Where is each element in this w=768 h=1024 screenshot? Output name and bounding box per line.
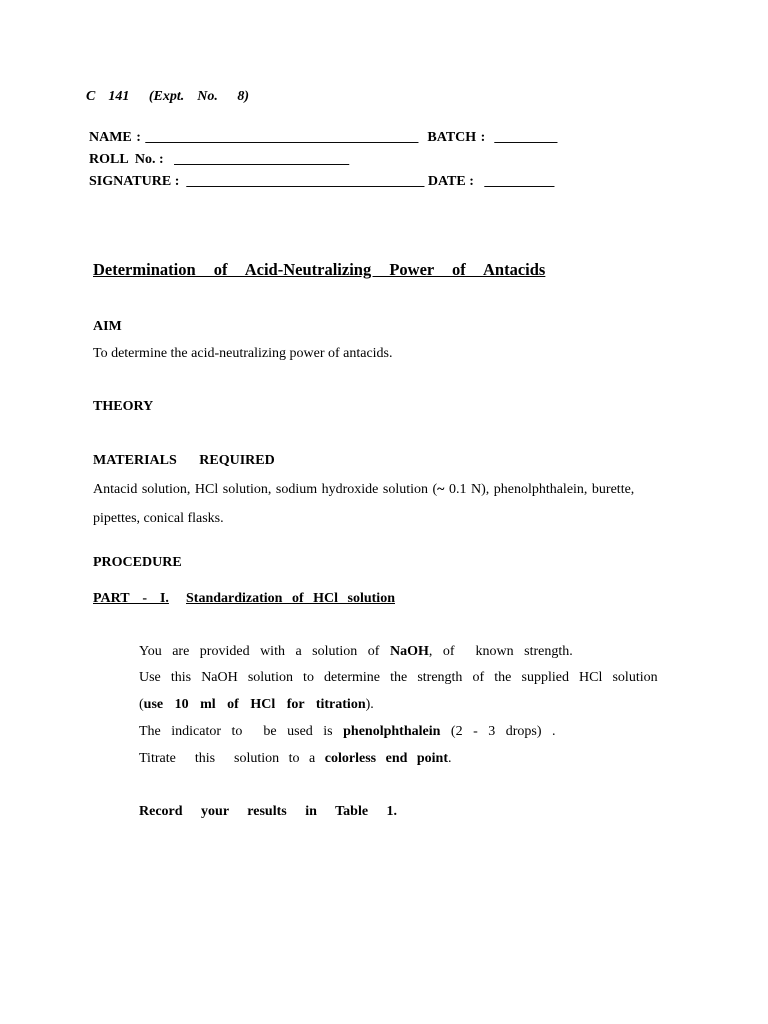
materials-heading: MATERIALS REQUIRED (93, 453, 275, 468)
procedure-line-2: Use this NaOH solution to determine the strength of the supplied HCl solution (139, 670, 658, 685)
procedure-line-1 (139, 645, 573, 659)
procedure-heading: PROCEDURE (93, 555, 182, 570)
procedure-line-5 (139, 752, 452, 766)
materials-text-line-2: pipettes, conical flasks. (93, 511, 224, 526)
procedure-text: You are provided with a solution of (139, 644, 390, 659)
course-code: C 141 (Expt. No. 8) (86, 89, 249, 104)
name-batch-field: NAME : _______________________________________ BATCH : _________ (89, 130, 558, 145)
procedure-line-3 (139, 698, 374, 712)
procedure-text: ( (139, 697, 144, 712)
theory-heading: THEORY (93, 399, 154, 414)
materials-text-part: Antacid solution, HCl solution, sodium hydroxide solution ( (93, 482, 438, 497)
part-title: Standardization of HCl solution (186, 591, 395, 606)
procedure-line-4 (139, 725, 556, 739)
aim-text: To determine the acid-neutralizing power of antacids. (93, 346, 393, 361)
procedure-text: , of known strength. (428, 644, 573, 659)
approx-symbol: ~ (437, 482, 445, 497)
signature-date-field: SIGNATURE : __________________________________ DATE : __________ (89, 174, 555, 189)
materials-text-line-1 (93, 483, 634, 497)
procedure-bold-text: use 10 ml of HCl for titration (143, 697, 366, 712)
procedure-text: . (448, 751, 452, 766)
procedure-text: (2 - 3 drops) . (440, 724, 556, 739)
record-results-instruction: Record your results in Table 1. (139, 804, 398, 819)
procedure-text: ). (365, 697, 374, 712)
procedure-text: Titrate this solution to a (139, 751, 325, 766)
experiment-title: Determination of Acid-Neutralizing Power of Antacids (93, 260, 546, 279)
procedure-text: The indicator to be used is (139, 724, 344, 739)
materials-text-part: 0.1 N), phenolphthalein, burette, (444, 482, 635, 497)
part-label: PART - I. (93, 591, 169, 606)
procedure-bold-text: NaOH (389, 644, 429, 659)
procedure-bold-text: colorless end point (324, 751, 449, 766)
procedure-bold-text: phenolphthalein (343, 724, 441, 739)
roll-number-field: ROLL No. : _________________________ (89, 152, 350, 167)
aim-heading: AIM (93, 319, 122, 334)
